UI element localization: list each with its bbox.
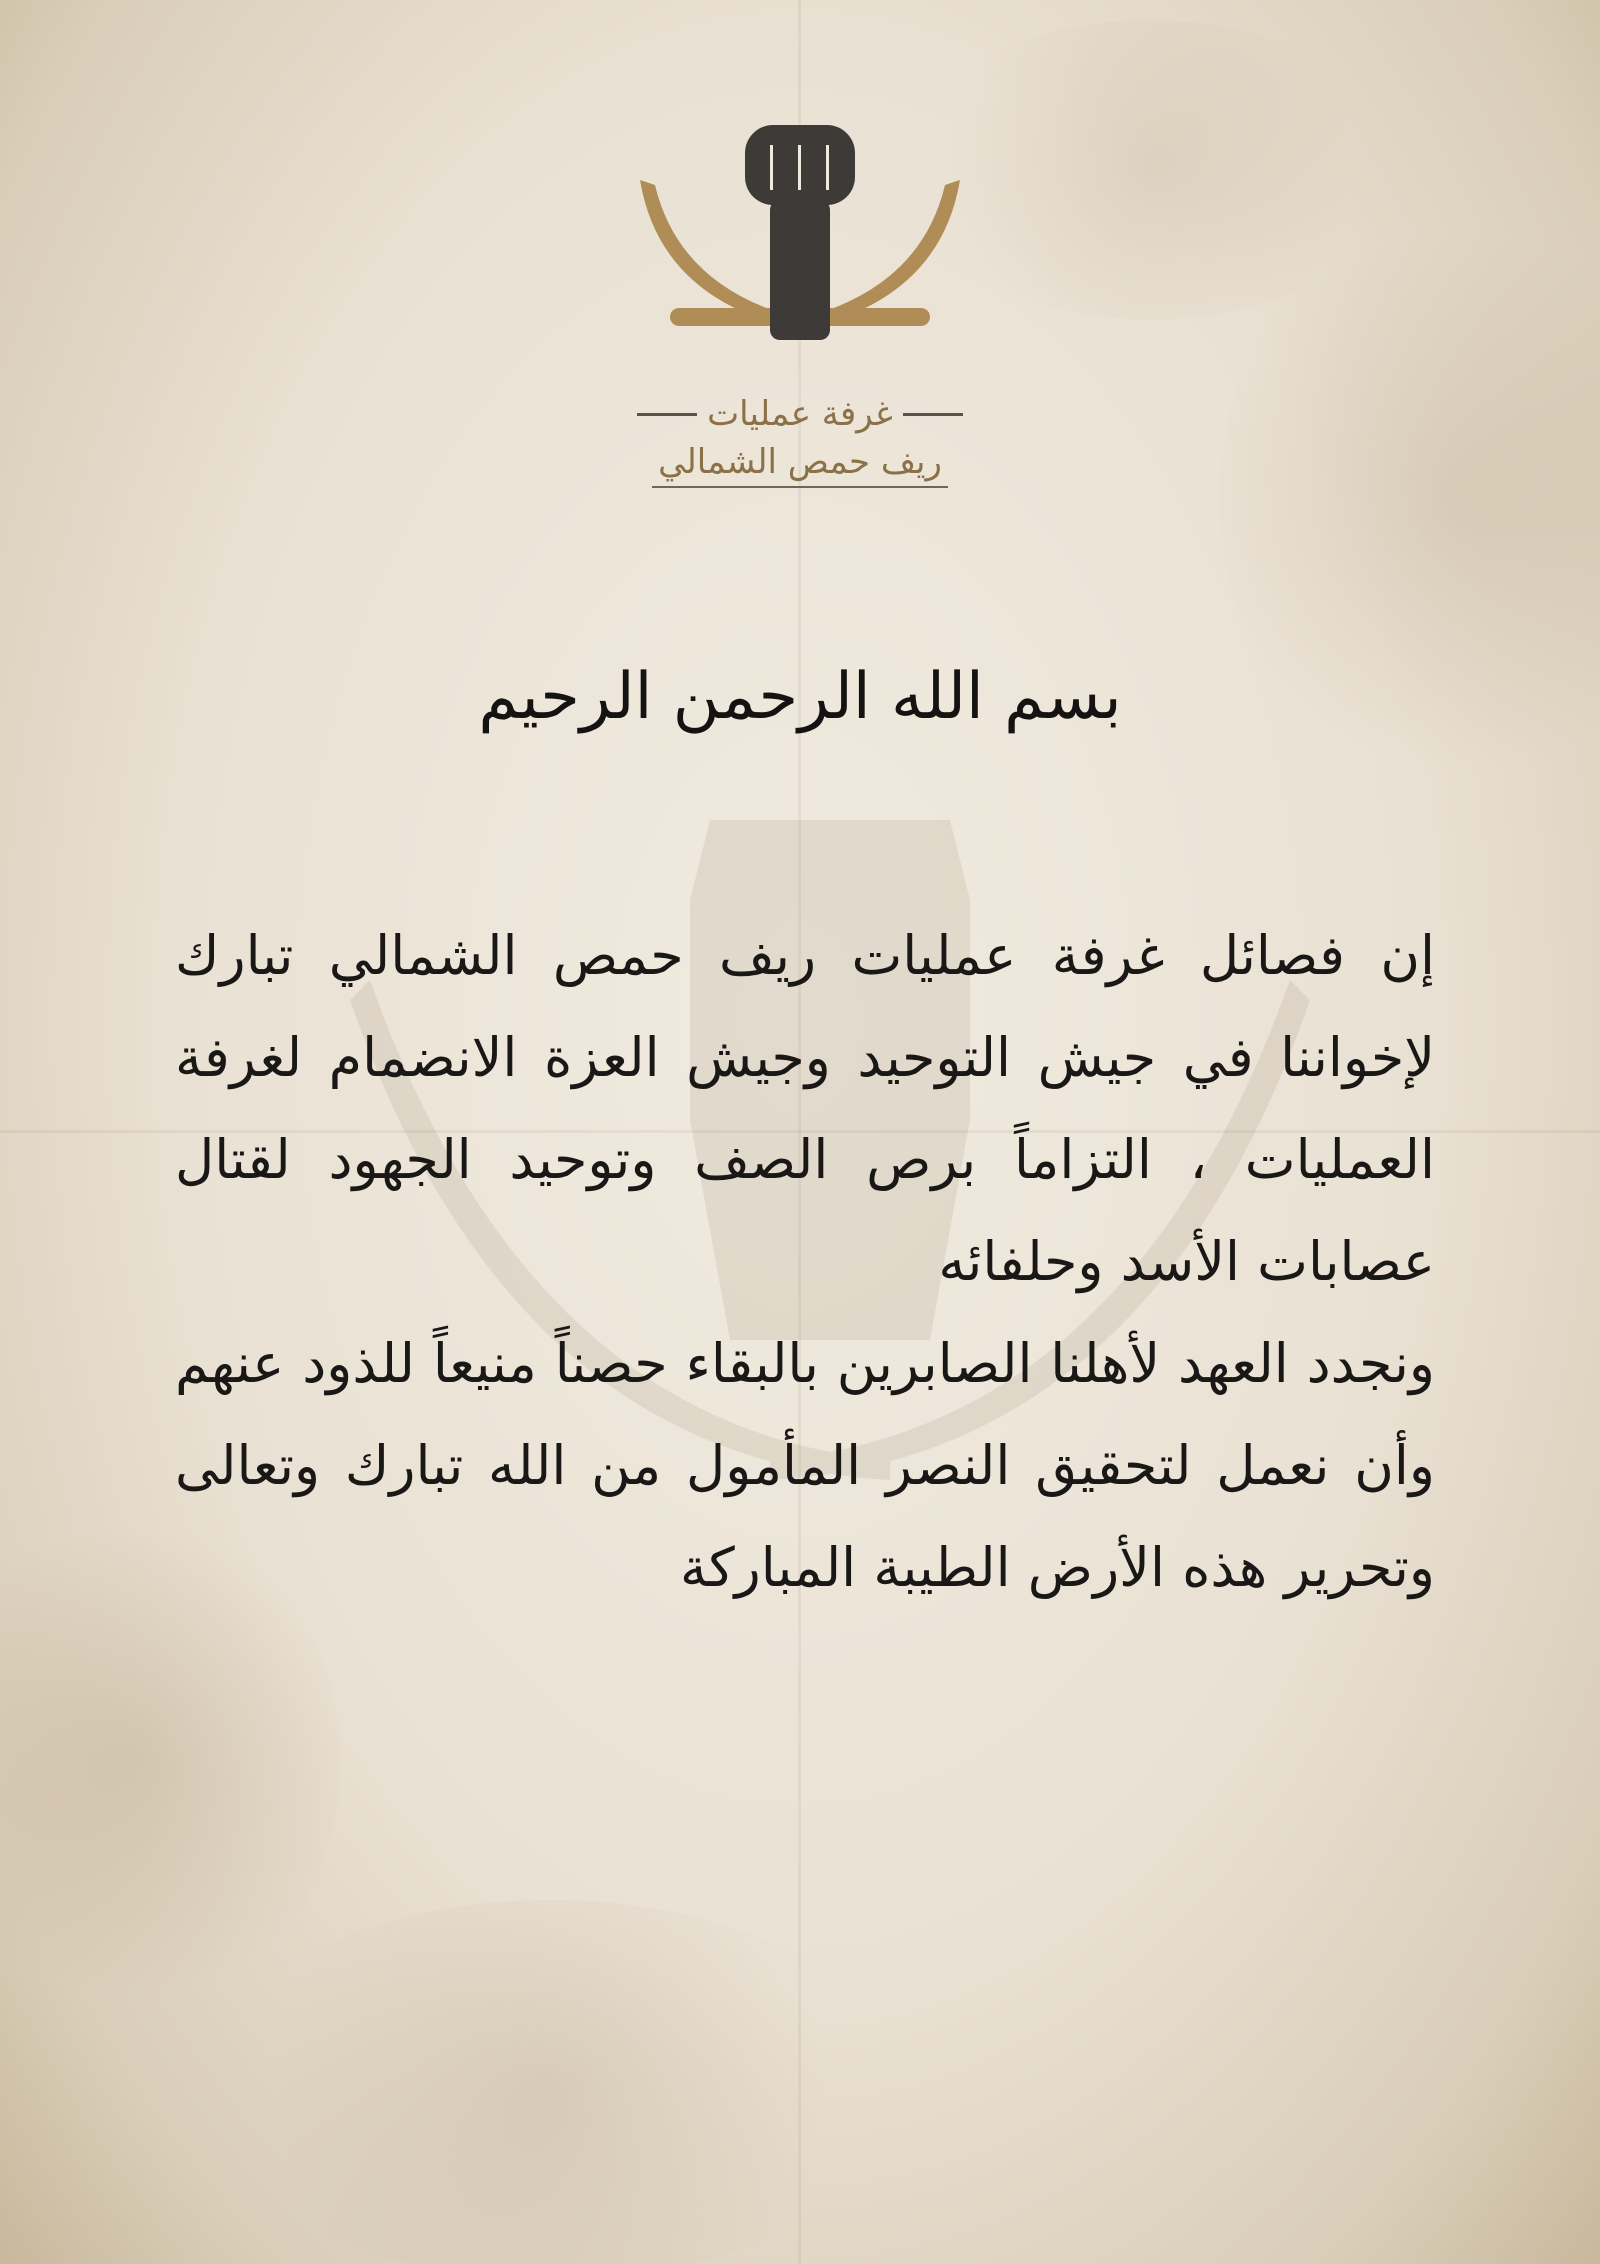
statement-paragraph: ونجدد العهد لأهلنا الصابرين بالبقاء حصناً منيعاً للذود عنهم وأن نعمل لتحقيق النصر المأمول من الله تبارك وتعالى وتحرير هذه الأرض الطيبة المباركة (175, 1332, 1435, 1599)
paper-stain (200, 1900, 900, 2264)
basmala-heading: بسم الله الرحمن الرحيم (478, 660, 1122, 734)
organization-name (620, 390, 980, 488)
organization-logo (600, 50, 1000, 370)
organization-name-line1: غرفة عمليات (707, 394, 893, 434)
statement-body (175, 905, 1435, 1619)
calligraphy-right-icon (820, 308, 930, 326)
divider (637, 413, 697, 416)
statement-paragraph: إن فصائل غرفة عمليات ريف حمص الشمالي تبارك لإخواننا في جيش التوحيد وجيش العزة الانضمام لغرفة العمليات ، التزاماً برص الصف وتوحيد الجهود لقتال عصابات الأسد وحلفائه (175, 924, 1435, 1293)
divider (903, 413, 963, 416)
organization-name-line2: ريف حمص الشمالي (652, 438, 948, 488)
calligraphy-left-icon (670, 308, 780, 326)
